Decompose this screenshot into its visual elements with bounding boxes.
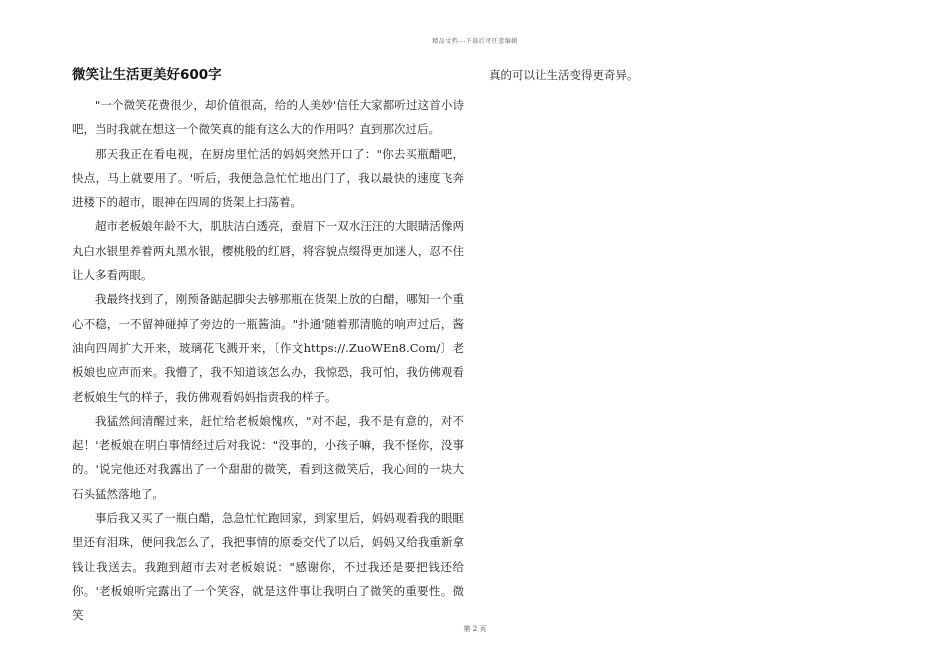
paragraph-continuation: 真的可以让生活变得更奇异。 — [489, 68, 639, 82]
paragraph-6: 事后我又买了一瓶白醋，急急忙忙跑回家，到家里后，妈妈观看我的眼眶里还有泪珠，便问我怎么了，我把事情的原委交代了以后，妈妈又给我重新拿钱让我送去。我跑到超市去对老板娘说："感谢你，不过我还是要把钱还给你。'老板娘听完露出了一个笑容，就是这件事让我明白了微笑的重要性。微笑 — [72, 511, 464, 623]
paragraph-1: "一个微笑花费很少，却价值很高，给的人美妙'信任大家都听过这首小诗吧，当时我就在想这一个微笑真的能有这么大的作用吗？直到那次过后。 — [72, 98, 464, 137]
page-number: 第 2 页 — [463, 625, 487, 633]
paragraph-4: 我最终找到了，刚预备踮起脚尖去够那瓶在货架上放的白醋，哪知一个重心不稳，一不留神碰掉了旁边的一瓶酱油。"扑通'随着那清脆的响声过后，酱油向四周扩大开来，玻璃花飞溅开来，〔作文https://.ZuoWEn8.Com/〕老板娘也应声而来。我懵了，我不知道该怎么办，我惊恐，我可怕，我仿佛观看老板娘生气的样子，我仿佛观看妈妈指责我的样子。 — [72, 292, 464, 404]
paragraph-3: 超市老板娘年龄不大，肌肤洁白透亮，蚕眉下一双水汪汪的大眼睛活像两丸白水银里养着两丸黑水银，樱桃般的红唇，将容貌点缀得更加迷人，忍不住让人多看两眼。 — [72, 219, 464, 283]
right-column — [489, 66, 879, 84]
article-title: 微笑让生活更美好600字 — [72, 67, 222, 83]
paragraph-2: 那天我正在看电视，在厨房里忙活的妈妈突然开口了："你去买瓶醋吧，快点，马上就要用了。'听后，我便急急忙忙地出门了，我以最快的速度飞奔进楼下的超市，眼神在四周的货架上扫荡着。 — [72, 146, 464, 210]
page-header: 精品文档---下载后可任意编辑 — [432, 38, 518, 45]
paragraph-5: 我猛然间清醒过来，赶忙给老板娘愧疚，"对不起，我不是有意的，对不起！'老板娘在明白事情经过后对我说："没事的，小孩子嘛，我不怪你，没事的。'说完他还对我露出了一个甜甜的微笑，看到这微笑后，我心间的一块大石头猛然落地了。 — [72, 413, 464, 501]
left-column — [72, 66, 464, 628]
